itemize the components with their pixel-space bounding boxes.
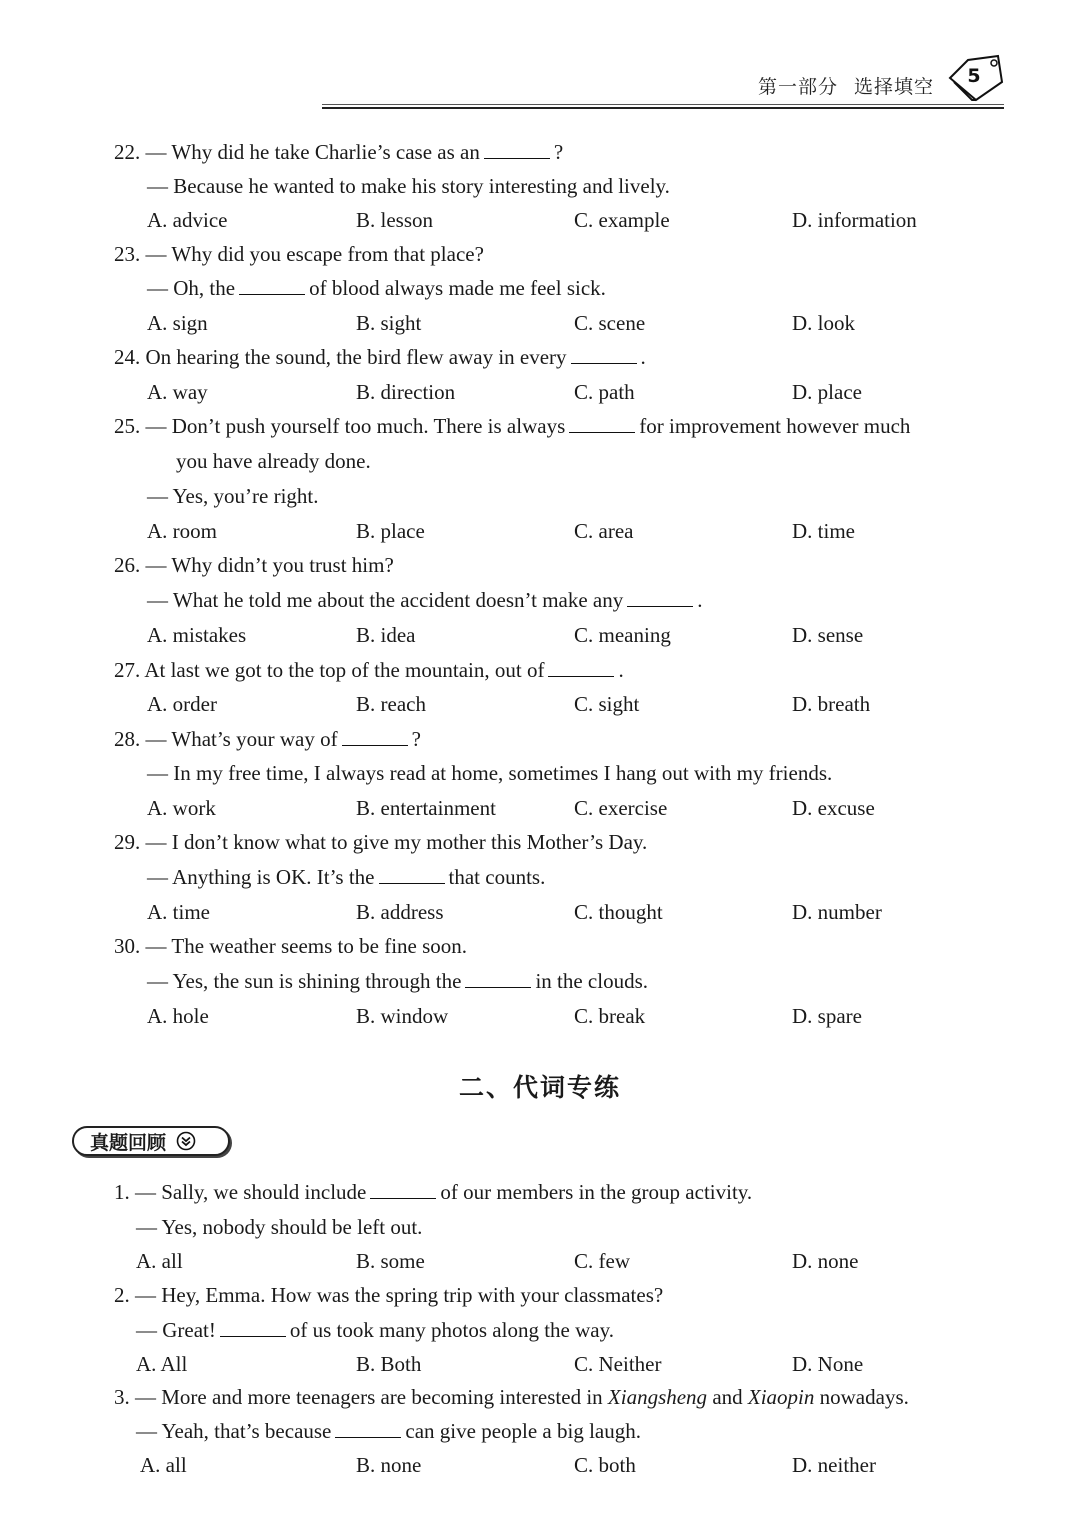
running-header [758, 72, 934, 99]
question-number: 23. [114, 242, 141, 266]
review-q2-option-a[interactable]: A. All [136, 1352, 188, 1376]
question-number: 1. [114, 1180, 130, 1204]
page-number: 5 [967, 65, 981, 87]
q27-option-a[interactable]: A. order [147, 692, 217, 716]
q28-option-a[interactable]: A. work [147, 796, 216, 820]
review-q3-option-a[interactable]: A. all [140, 1453, 187, 1477]
q26-option-a[interactable]: A. mistakes [147, 623, 247, 647]
q30-option-b[interactable]: B. window [356, 1004, 449, 1028]
q25-line-2: you have already done. [176, 449, 371, 473]
part-label: 第一部分 [757, 76, 838, 98]
q22-option-c[interactable]: C. example [574, 208, 670, 232]
q29-option-a[interactable]: A. time [147, 900, 210, 924]
review-q1-line-2: — Yes, nobody should be left out. [136, 1215, 423, 1239]
answer-blank[interactable] [627, 589, 693, 607]
review-q3-option-c[interactable]: C. both [574, 1453, 636, 1477]
q30-option-a[interactable]: A. hole [147, 1004, 209, 1028]
q25-option-a[interactable]: A. room [147, 519, 217, 543]
question-number: 2. [114, 1283, 130, 1307]
section-title: 二、代词专练 [458, 1073, 621, 1102]
answer-blank[interactable] [465, 970, 531, 988]
q23-line-1: 23. — Why did you escape from that place? [114, 242, 484, 266]
review-q3-line-2: — Yeah, that’s because can give people a big laugh. [136, 1419, 641, 1443]
review-q2-line-1: 2. — Hey, Emma. How was the spring trip with your classmates? [114, 1283, 664, 1307]
q30-line-2: — Yes, the sun is shining through the in the clouds. [147, 969, 649, 993]
review-q2-option-d[interactable]: D. None [792, 1352, 864, 1376]
q24-line-1: 24. On hearing the sound, the bird flew away in every . [114, 345, 646, 369]
review-q2-line-2: — Great! of us took many photos along the way. [136, 1318, 614, 1342]
q25-line-1: 25. — Don’t push yourself too much. There is always for improvement however much [114, 414, 911, 438]
q22-option-a[interactable]: A. advice [147, 208, 228, 232]
answer-blank[interactable] [220, 1319, 286, 1337]
q26-option-b[interactable]: B. idea [356, 623, 416, 647]
q28-option-b[interactable]: B. entertainment [356, 796, 496, 820]
review-q3-line-1: 3. — More and more teenagers are becoming interested in Xiangsheng and Xiaopin nowadays. [114, 1385, 909, 1409]
review-q3-option-d[interactable]: D. neither [792, 1453, 876, 1477]
review-q2-option-c[interactable]: C. Neither [574, 1352, 662, 1376]
question-number: 25. [114, 414, 141, 438]
double-chevron-down-icon [176, 1131, 196, 1151]
q25-option-b[interactable]: B. place [356, 519, 425, 543]
page-number-tag [946, 52, 1006, 106]
italic-term: Xiangsheng [607, 1385, 708, 1409]
q30-option-c[interactable]: C. break [574, 1004, 646, 1028]
q28-option-d[interactable]: D. excuse [792, 796, 875, 820]
answer-blank[interactable] [335, 1420, 401, 1438]
question-number: 29. [114, 830, 141, 854]
review-q2-option-b[interactable]: B. Both [356, 1352, 422, 1376]
q28-line-2: — In my free time, I always read at home, sometimes I hang out with my friends. [147, 761, 833, 785]
q26-line-2: — What he told me about the accident doesn’t make any . [147, 588, 703, 612]
answer-blank[interactable] [239, 277, 305, 295]
question-number: 26. [114, 553, 141, 577]
review-q1-option-d[interactable]: D. none [792, 1249, 859, 1273]
q29-option-b[interactable]: B. address [356, 900, 444, 924]
review-q1-option-a[interactable]: A. all [136, 1249, 183, 1273]
section-label: 选择填空 [853, 76, 934, 98]
q23-option-b[interactable]: B. sight [356, 311, 422, 335]
q23-option-d[interactable]: D. look [792, 311, 855, 335]
question-number: 24. [114, 345, 141, 369]
review-q1-option-c[interactable]: C. few [574, 1249, 630, 1273]
answer-blank[interactable] [571, 346, 637, 364]
review-badge-label: 真题回顾 [90, 1131, 167, 1154]
q24-option-c[interactable]: C. path [574, 380, 635, 404]
review-badge [72, 1126, 230, 1156]
q29-option-c[interactable]: C. thought [574, 900, 663, 924]
q23-option-a[interactable]: A. sign [147, 311, 208, 335]
q22-line-1: 22. — Why did he take Charlie’s case as an ? [114, 140, 564, 164]
q22-option-b[interactable]: B. lesson [356, 208, 434, 232]
q28-line-1: 28. — What’s your way of ? [114, 727, 421, 751]
review-q1-line-1: 1. — Sally, we should include of our members in the group activity. [114, 1180, 753, 1204]
q25-line-3: — Yes, you’re right. [147, 484, 319, 508]
question-number: 3. [114, 1385, 130, 1409]
q24-option-b[interactable]: B. direction [356, 380, 456, 404]
q23-option-c[interactable]: C. scene [574, 311, 646, 335]
q23-line-2: — Oh, the of blood always made me feel sick. [147, 276, 606, 300]
q25-option-d[interactable]: D. time [792, 519, 855, 543]
q30-line-1: 30. — The weather seems to be fine soon. [114, 934, 468, 958]
q27-option-b[interactable]: B. reach [356, 692, 426, 716]
question-number: 27. [114, 658, 141, 682]
answer-blank[interactable] [379, 866, 445, 884]
q22-line-2: — Because he wanted to make his story interesting and lively. [147, 174, 670, 198]
q27-option-d[interactable]: D. breath [792, 692, 871, 716]
italic-term: Xiaopin [747, 1385, 815, 1409]
q29-option-d[interactable]: D. number [792, 900, 882, 924]
header-rule [322, 104, 1004, 109]
q29-line-2: — Anything is OK. It’s the that counts. [147, 865, 546, 889]
q27-line-1: 27. At last we got to the top of the mountain, out of . [114, 658, 624, 682]
q27-option-c[interactable]: C. sight [574, 692, 640, 716]
answer-blank[interactable] [484, 141, 550, 159]
q28-option-c[interactable]: C. exercise [574, 796, 668, 820]
q22-option-d[interactable]: D. information [792, 208, 917, 232]
question-number: 22. [114, 140, 141, 164]
question-number: 30. [114, 934, 141, 958]
answer-blank[interactable] [370, 1181, 436, 1199]
answer-blank[interactable] [569, 415, 635, 433]
q24-option-a[interactable]: A. way [147, 380, 208, 404]
q26-option-c[interactable]: C. meaning [574, 623, 671, 647]
q24-option-d[interactable]: D. place [792, 380, 862, 404]
q30-option-d[interactable]: D. spare [792, 1004, 862, 1028]
review-q1-option-b[interactable]: B. some [356, 1249, 425, 1273]
q25-option-c[interactable]: C. area [574, 519, 634, 543]
q26-line-1: 26. — Why didn’t you trust him? [114, 553, 394, 577]
question-number: 28. [114, 727, 141, 751]
answer-blank[interactable] [548, 659, 614, 677]
q26-option-d[interactable]: D. sense [792, 623, 864, 647]
review-q3-option-b[interactable]: B. none [356, 1453, 422, 1477]
q29-line-1: 29. — I don’t know what to give my mother this Mother’s Day. [114, 830, 648, 854]
answer-blank[interactable] [342, 728, 408, 746]
